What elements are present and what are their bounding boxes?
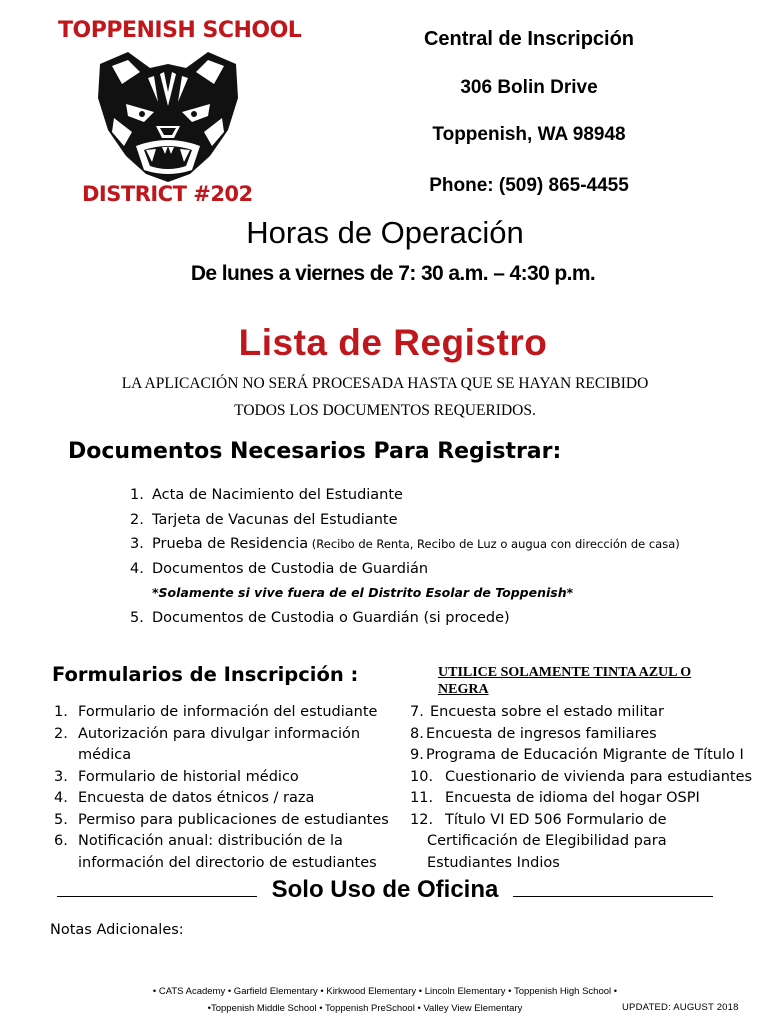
list-item: 2. Tarjeta de Vacunas del Estudiante [130,511,398,528]
list-item: 12. Título VI ED 506 Formulario de Certificación de Elegibilidad para Estudiantes Indios [410,811,667,871]
residency-note: *Solamente si vive fuera de el Distrito Esolar de Toppenish* [152,585,574,600]
office-rule-left [57,895,257,897]
notice-line-2: TODOS LOS DOCUMENTOS REQUERIDOS. [234,402,536,419]
city-address: Toppenish, WA 98948 [432,124,626,145]
documents-list [130,483,680,630]
list-item: 9. Programa de Educación Migrante de Título I [410,747,744,763]
office-use-label: Solo Uso de Oficina [271,876,499,903]
logo-top-text: TOPPENISH SCHOOL [58,18,302,43]
footer-schools-line-2: •Toppenish Middle School • Toppenish PreSchool • Valley View Elementary [207,1003,523,1014]
documents-heading: Documentos Necesarios Para Registrar: [68,439,562,464]
office-use-title [0,876,770,904]
list-item: 4. Encuesta de datos étnicos / raza [54,790,315,806]
center-name: Central de Inscripción [423,28,635,50]
hours-title: Horas de Operación [246,215,524,250]
list-item: 11. Encuesta de idioma del hogar OSPI [410,790,700,806]
additional-notes-label: Notas Adicionales: [50,922,184,938]
list-item: 3. Formulario de historial médico [54,768,299,785]
panther-logo-icon [88,46,248,184]
list-item: 10. Cuestionario de vivienda para estudiantes [410,768,753,785]
list-item: 8. Encuesta de ingresos familiares [410,725,657,742]
list-item: 1. Acta de Nacimiento del Estudiante [130,487,403,503]
list-item: 3. Prueba de Residencia (Recibo de Renta, Recibo de Luz o augua con dirección de casa) [130,536,680,552]
list-item: 5. Permiso para publicaciones de estudiantes [54,811,389,828]
forms-heading: Formularios de Inscripción : [52,663,359,686]
updated-date: UPDATED: AUGUST 2018 [622,1002,739,1013]
logo-bottom-text: DISTRICT #202 [82,182,253,206]
office-rule-right [513,895,713,897]
list-item: 4. Documentos de Custodia de Guardián [130,560,429,577]
list-item: 2. Autorización para divulgar información médica [54,725,361,763]
notice-line-1: LA APLICACIÓN NO SERÁ PROCESADA HASTA QUE SE HAYAN RECIBIDO [121,375,649,392]
list-item: 5. Documentos de Custodia o Guardián (si procede) [130,609,510,626]
hours-days: De lunes a viernes de 7: 30 a.m. – 4:30 p.m. [190,262,596,285]
list-item: 1. Formulario de información del estudiante [54,704,378,720]
forms-list-right [410,702,755,874]
list-item: 7. Encuesta sobre el estado militar [410,704,665,720]
forms-list-left [54,702,394,874]
phone-number: Phone: (509) 865-4455 [429,175,629,196]
ink-note: UTILICE SOLAMENTE TINTA AZUL O NEGRA [438,665,692,697]
list-item: 6. Notificación anual: distribución de la información del directorio de estudiantes [54,833,377,871]
street-address: 306 Bolin Drive [460,77,598,98]
registration-title: Lista de Registro [238,322,548,363]
footer-schools-line-1: • CATS Academy • Garfield Elementary • Kirkwood Elementary • Lincoln Elementary • Toppenish High School • [152,986,618,997]
